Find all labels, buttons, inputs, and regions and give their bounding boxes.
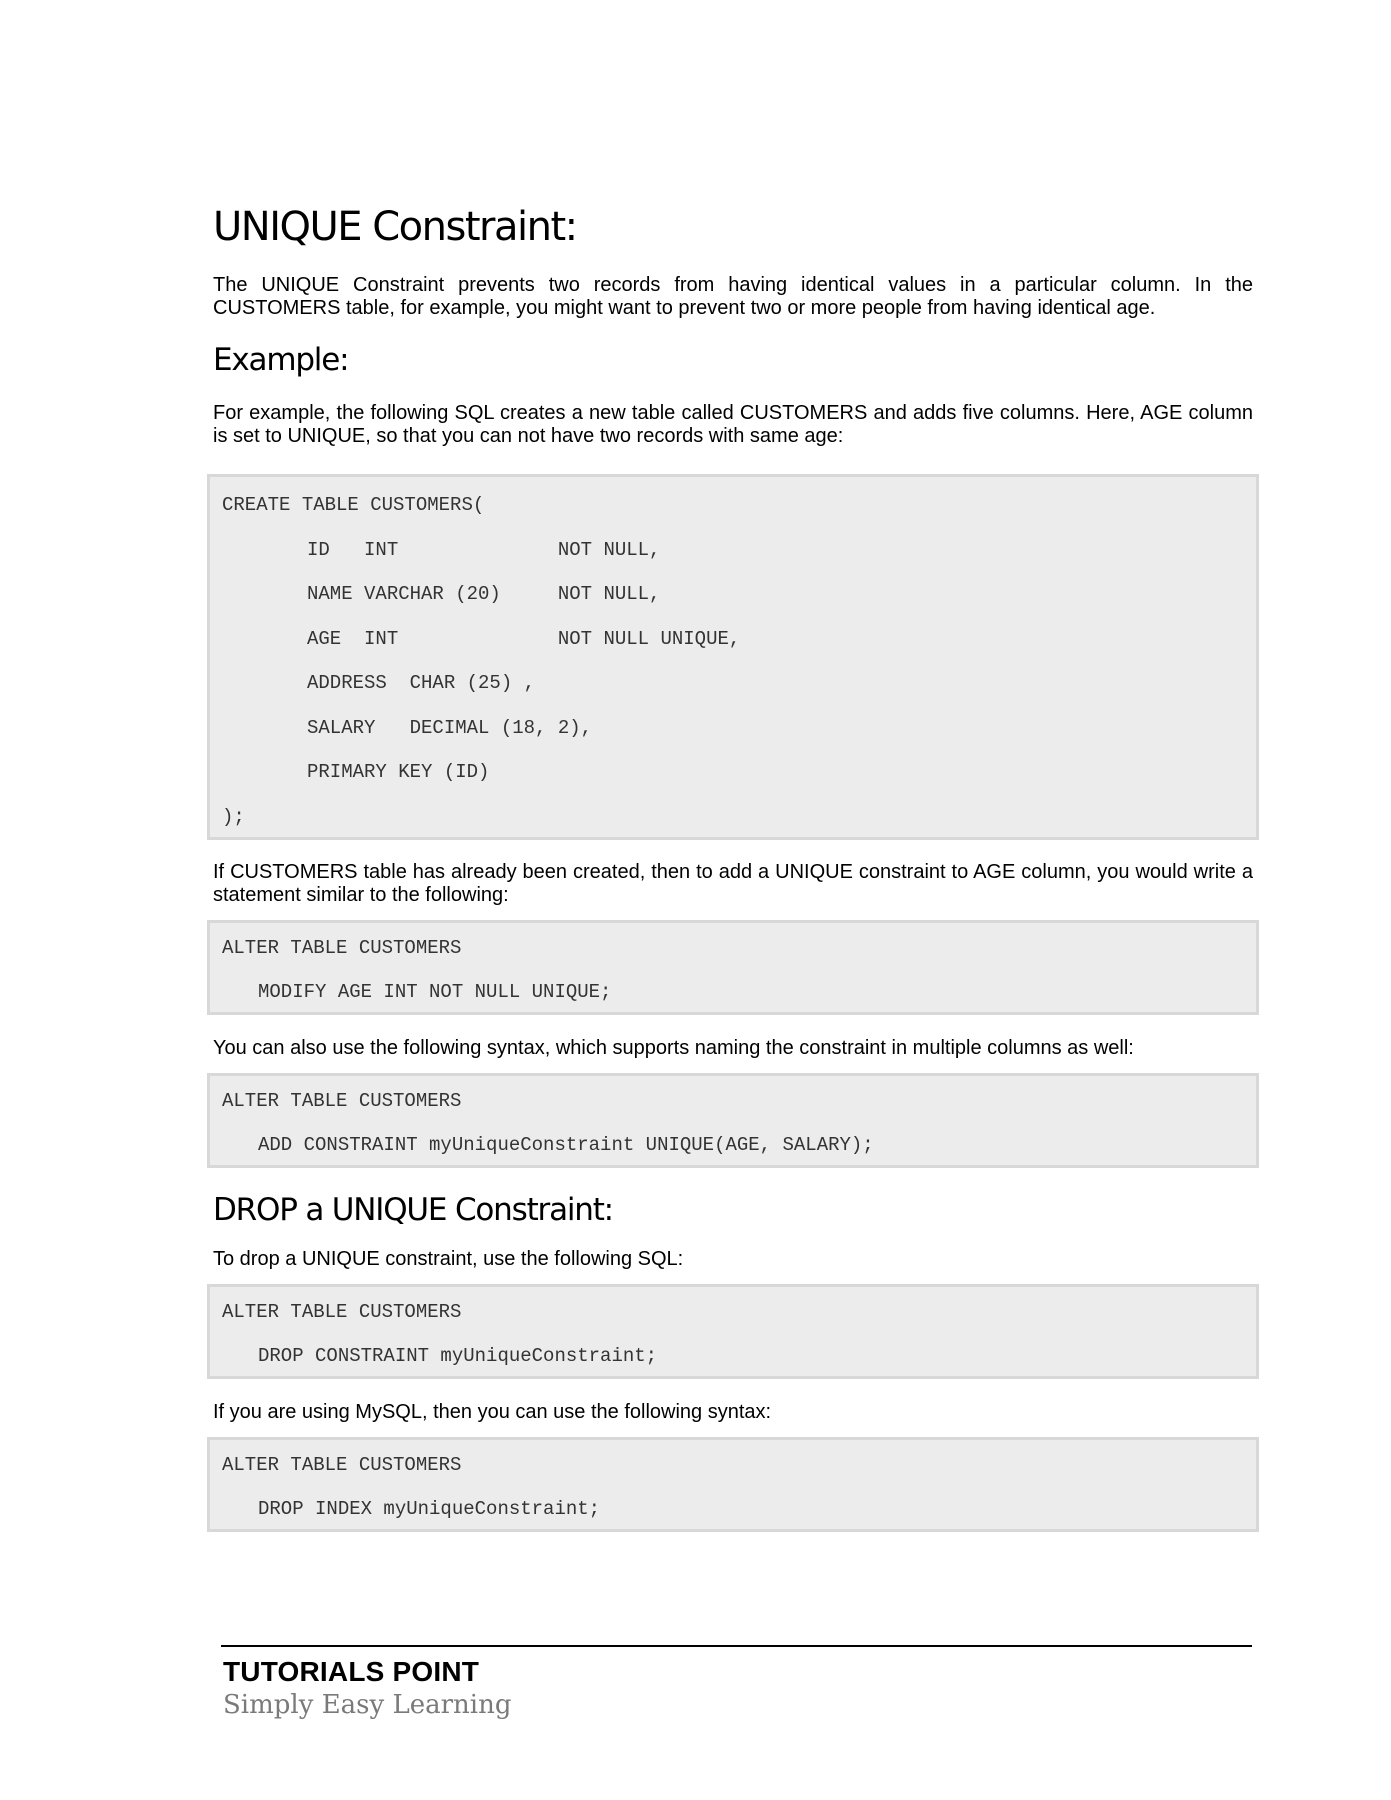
mysql-intro-paragraph: If you are using MySQL, then you can use the following syntax: bbox=[213, 1401, 772, 1423]
code-line: ); bbox=[222, 806, 245, 828]
code-line: ALTER TABLE CUSTOMERS bbox=[222, 1301, 462, 1323]
drop-intro-paragraph: To drop a UNIQUE constraint, use the following SQL: bbox=[213, 1248, 684, 1270]
example-heading: Example: bbox=[213, 342, 349, 378]
drop-heading: DROP a UNIQUE Constraint: bbox=[213, 1192, 613, 1228]
code-line: NAME VARCHAR (20) NOT NULL, bbox=[307, 583, 661, 605]
code-line: MODIFY AGE INT NOT NULL UNIQUE; bbox=[258, 981, 612, 1003]
code-line: PRIMARY KEY (ID) bbox=[307, 761, 490, 783]
code-line: ALTER TABLE CUSTOMERS bbox=[222, 937, 462, 959]
code-line: DROP INDEX myUniqueConstraint; bbox=[258, 1498, 601, 1520]
alter-modify-code-block bbox=[207, 920, 1259, 1015]
code-line: ID INT NOT NULL, bbox=[307, 539, 661, 561]
code-line: ALTER TABLE CUSTOMERS bbox=[222, 1454, 462, 1476]
create-table-code-block bbox=[207, 474, 1259, 840]
code-line: DROP CONSTRAINT myUniqueConstraint; bbox=[258, 1345, 658, 1367]
alter-intro-paragraph: If CUSTOMERS table has already been created, then to add a UNIQUE constraint to AGE column, you would write a statement similar to the following: bbox=[213, 861, 1253, 906]
footer-divider bbox=[221, 1645, 1252, 1647]
intro-paragraph: The UNIQUE Constraint prevents two records from having identical values in a particular column. In the CUSTOMERS table, for example, you might want to prevent two or more people from having identical age. bbox=[213, 274, 1253, 319]
code-line: ADD CONSTRAINT myUniqueConstraint UNIQUE(AGE, SALARY); bbox=[258, 1134, 874, 1156]
footer-brand: TUTORIALS POINT bbox=[223, 1656, 480, 1687]
drop-constraint-code-block bbox=[207, 1284, 1259, 1379]
syntax-intro-paragraph: You can also use the following syntax, which supports naming the constraint in multiple columns as well: bbox=[213, 1037, 1134, 1059]
footer-tagline: Simply Easy Learning bbox=[223, 1690, 512, 1720]
code-line: SALARY DECIMAL (18, 2), bbox=[307, 717, 593, 739]
example-description: For example, the following SQL creates a new table called CUSTOMERS and adds five columns. Here, AGE column is set to UNIQUE, so that you can not have two records with same age: bbox=[213, 402, 1253, 447]
add-constraint-code-block bbox=[207, 1073, 1259, 1168]
section-title: UNIQUE Constraint: bbox=[213, 204, 577, 250]
drop-index-code-block bbox=[207, 1437, 1259, 1532]
code-line: ALTER TABLE CUSTOMERS bbox=[222, 1090, 462, 1112]
code-line: AGE INT NOT NULL UNIQUE, bbox=[307, 628, 741, 650]
code-line: ADDRESS CHAR (25) , bbox=[307, 672, 536, 694]
code-line: CREATE TABLE CUSTOMERS( bbox=[222, 494, 485, 516]
